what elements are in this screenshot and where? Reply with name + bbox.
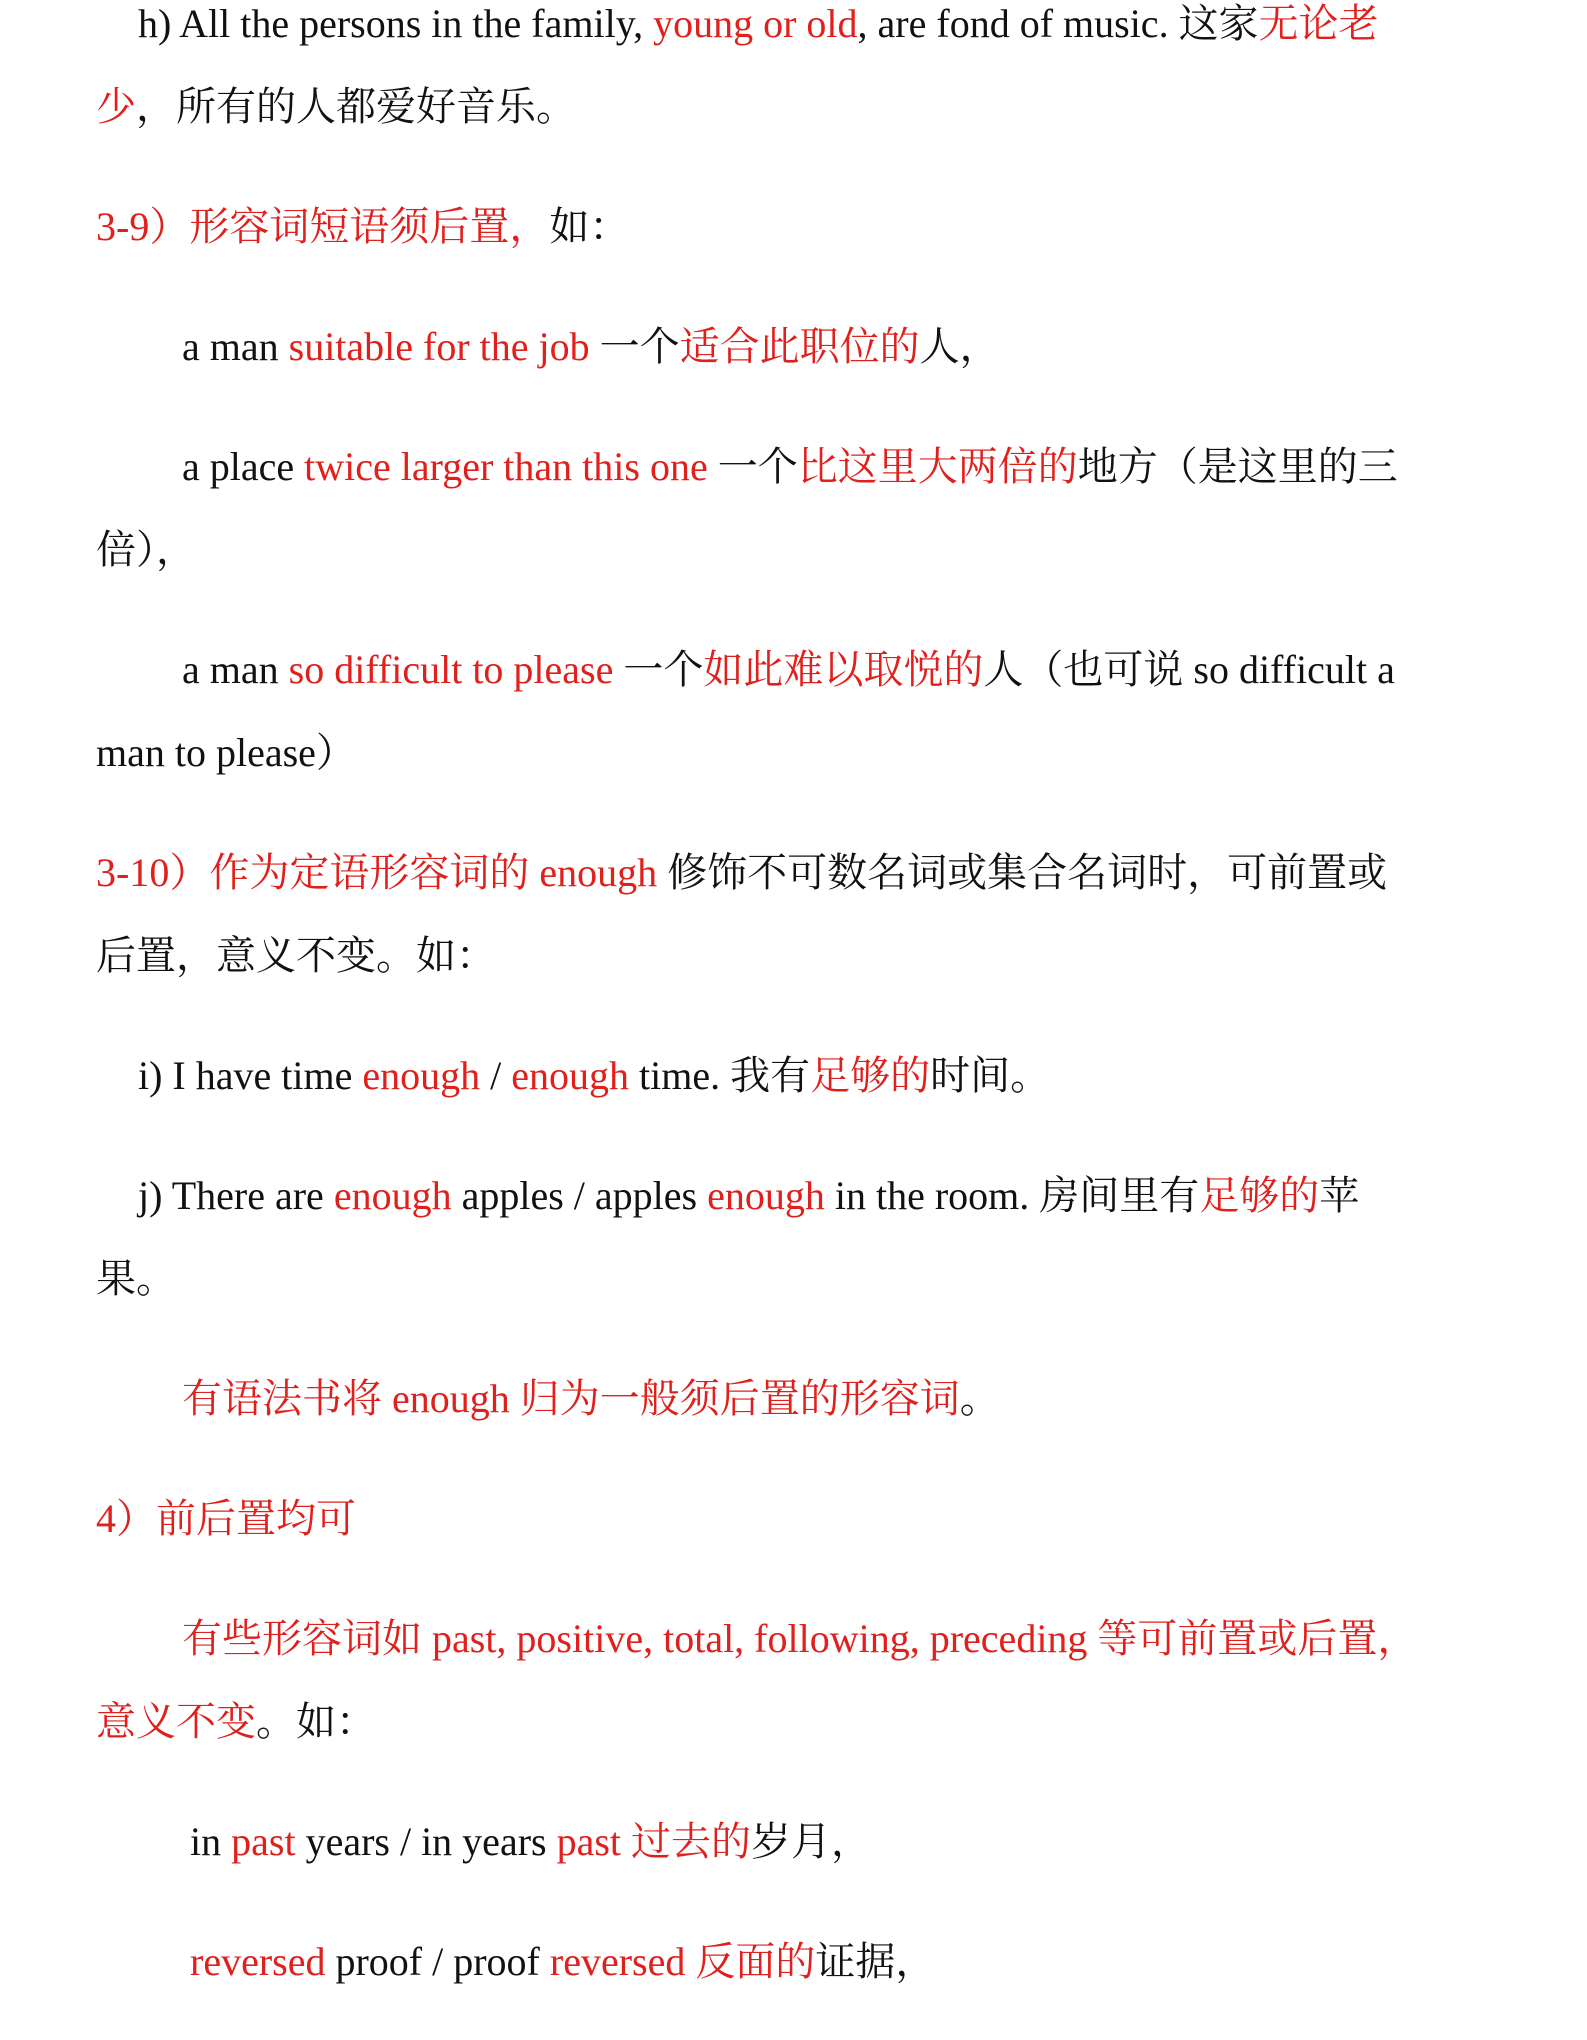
example-h-cont-line xyxy=(96,83,1506,131)
highlighted-text: 适合此职位的 xyxy=(679,324,920,369)
body-text: j) There are xyxy=(138,1173,334,1218)
body-text: a place xyxy=(182,444,305,489)
example-j-cont-line xyxy=(96,1255,1506,1303)
highlighted-text: past xyxy=(556,1819,622,1864)
body-text: 一个 xyxy=(589,324,680,369)
note-enough-line xyxy=(182,1375,1587,1423)
highlighted-text: enough xyxy=(362,1053,481,1098)
example-reversed-line xyxy=(190,1938,1587,1986)
highlighted-text: young or old xyxy=(653,1,858,46)
highlighted-text: 有语法书将 enough 归为一般须后置的形容词 xyxy=(182,1376,960,1421)
body-text: 证据， xyxy=(815,1939,936,1984)
body-text: 人， xyxy=(919,324,1000,369)
highlighted-text: 足够的 xyxy=(810,1053,931,1098)
body-text: 后置，意义不变。如： xyxy=(96,933,496,978)
highlighted-text: suitable for the job xyxy=(288,324,590,369)
highlighted-text: enough xyxy=(511,1053,630,1098)
highlighted-text: 有些形容词如 past, positive, total, following, preceding 等可前置或后置， xyxy=(182,1616,1418,1661)
highlighted-text: 反面的 xyxy=(695,1939,816,1984)
body-text: 倍）， xyxy=(96,527,196,572)
example-twice-larger-line xyxy=(182,443,1587,491)
body-text: 。 xyxy=(959,1376,1000,1421)
body-text: 如： xyxy=(549,204,630,249)
example-difficult-cont-line xyxy=(96,729,1506,777)
body-text: ，所有的人都爱好音乐。 xyxy=(136,84,576,129)
example-i-line xyxy=(138,1052,1548,1100)
highlighted-text: 3-9）形容词短语须后置， xyxy=(96,204,550,249)
highlighted-text: reversed xyxy=(190,1939,326,1984)
body-text: 地方（是这里的三 xyxy=(1077,444,1398,489)
highlighted-text: 意义不变 xyxy=(96,1699,256,1744)
highlighted-text: 如此难以取悦的 xyxy=(703,647,984,692)
body-text: proof / proof xyxy=(325,1939,550,1984)
example-twice-larger-cont-line xyxy=(96,526,1506,574)
highlighted-text: 无论老 xyxy=(1258,1,1379,46)
highlighted-text: 4）前后置均可 xyxy=(96,1496,356,1541)
para-4-cont-line xyxy=(96,1698,1506,1746)
body-text: , are fond of music. 这家 xyxy=(857,1,1259,46)
highlighted-text: 比这里大两倍的 xyxy=(797,444,1078,489)
body-text: 。如： xyxy=(256,1699,376,1744)
body-text: years / in years xyxy=(295,1819,557,1864)
highlighted-text: enough xyxy=(333,1173,452,1218)
body-text: 岁月， xyxy=(751,1819,872,1864)
heading-4-line xyxy=(96,1495,1506,1543)
highlighted-text: so difficult to please xyxy=(288,647,614,692)
highlighted-text: 足够的 xyxy=(1199,1173,1320,1218)
highlighted-text: 少 xyxy=(96,84,136,129)
body-text: 时间。 xyxy=(930,1053,1051,1098)
highlighted-text: reversed xyxy=(549,1939,686,1984)
heading-3-9-line xyxy=(96,203,1506,251)
body-text: 一个 xyxy=(613,647,704,692)
body-text: a man xyxy=(182,647,289,692)
body-text: man to please） xyxy=(96,730,356,775)
example-suitable-line xyxy=(182,323,1587,371)
heading-3-10-line xyxy=(96,849,1506,897)
body-text xyxy=(685,1939,695,1984)
highlighted-text: 3-10）作为定语形容词的 enough xyxy=(96,850,658,895)
body-text: 果。 xyxy=(96,1256,176,1301)
example-h-line xyxy=(138,0,1548,48)
body-text: / xyxy=(480,1053,512,1098)
body-text: h) All the persons in the family, xyxy=(138,1,654,46)
body-text: 修饰不可数名词或集合名词时，可前置或 xyxy=(657,850,1388,895)
body-text: i) I have time xyxy=(138,1053,363,1098)
body-text: 人（也可说 so difficult a xyxy=(983,647,1395,692)
highlighted-text: past xyxy=(231,1819,296,1864)
example-past-line xyxy=(190,1818,1587,1866)
body-text: apples / apples xyxy=(451,1173,708,1218)
body-text: time. 我有 xyxy=(629,1053,811,1098)
body-text: in the room. 房间里有 xyxy=(824,1173,1200,1218)
body-text: a man xyxy=(182,324,289,369)
example-difficult-line xyxy=(182,646,1587,694)
highlighted-text: 过去的 xyxy=(631,1819,752,1864)
para-4-line xyxy=(182,1615,1587,1663)
highlighted-text: twice larger than this one xyxy=(304,444,708,489)
body-text: 一个 xyxy=(707,444,798,489)
example-j-line xyxy=(138,1172,1548,1220)
body-text: 苹 xyxy=(1319,1173,1360,1218)
body-text xyxy=(621,1819,631,1864)
highlighted-text: enough xyxy=(707,1173,825,1218)
heading-3-10-cont-line xyxy=(96,932,1506,980)
body-text: in xyxy=(190,1819,232,1864)
